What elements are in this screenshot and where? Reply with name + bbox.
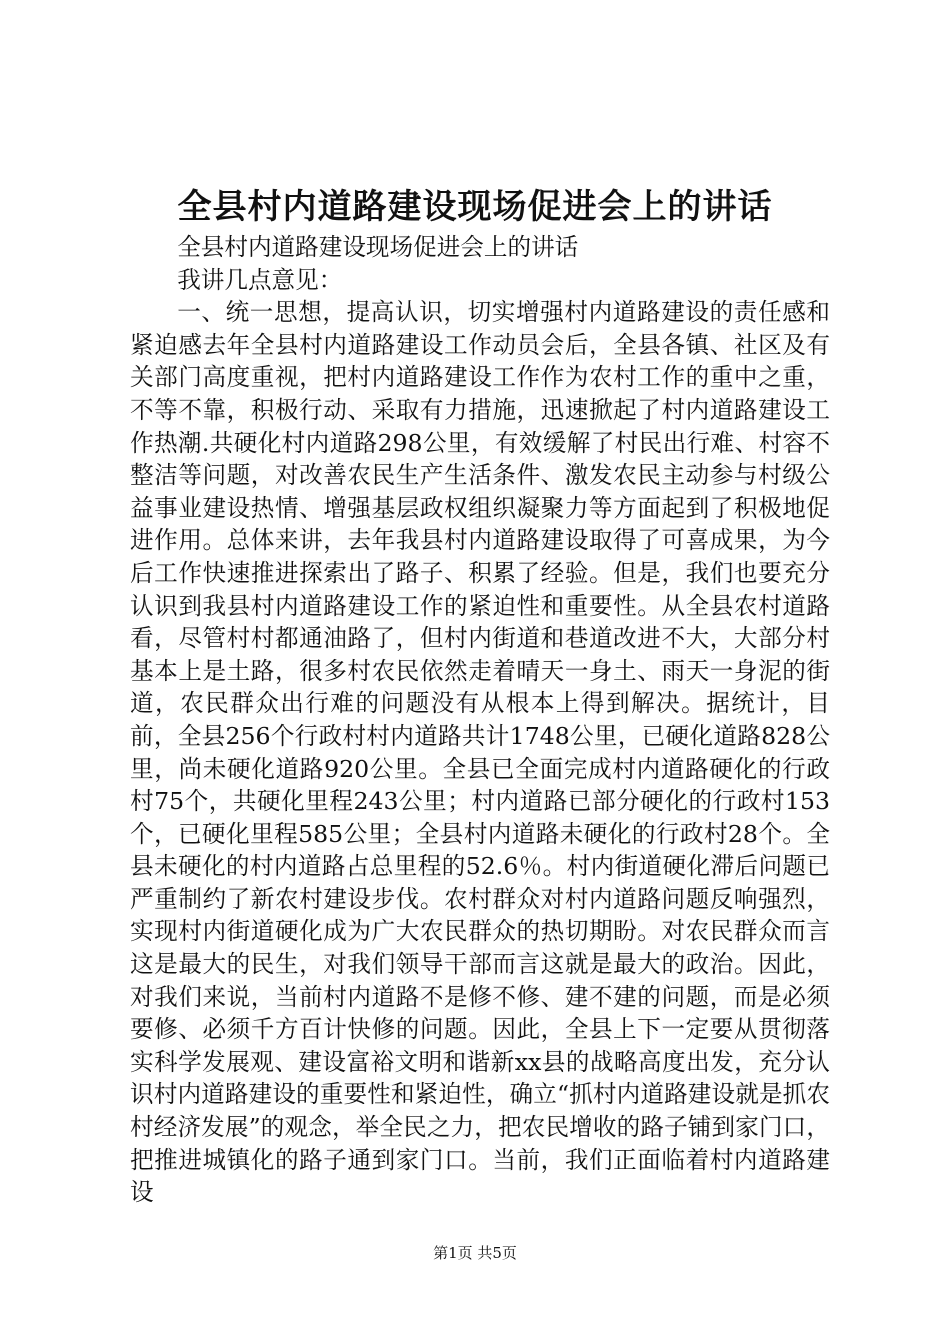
paragraph-main: 一、统一思想，提高认识，切实增强村内道路建设的责任感和紧迫感去年全县村内道路建设工作动员会后，全县各镇、社区及有关部门高度重视，把村内道路建设工作作为农村工作的重中之重，不等不靠，积极行动、采取有力措施，迅速掀起了村内道路建设工作热潮.共硬化村内道路298公里，有效缓解了村民出行难、村容不整洁等问题，对改善农民生产生活条件、激发农民主动参与村级公益事业建设热情、增强基层政权组织凝聚力等方面起到了积极地促进作用。总体来讲，去年我县村内道路建设取得了可喜成果，为今后工作快速推进探索出了路子、积累了经验。但是，我们也要充分认识到我县村内道路建设工作的紧迫性和重要性。从全县农村道路看，尽管村村都通油路了，但村内街道和巷道改进不大，大部分村基本上是土路，很多村农民依然走着晴天一身土、雨天一身泥的街道，农民群众出行难的问题没有从根本上得到解决。据统计，目前，全县256个行政村村内道路共计1748公里，已硬化道路828公里，尚未硬化道路920公里。全县已全面完成村内道路硬化的行政村75个，共硬化里程243公里；村内道路已部分硬化的行政村153个，已硬化里程585公里；全县村内道路未硬化的行政村28个。全县未硬化的村内道路占总里程的52.6％。村内街道硬化滞后问题已严重制约了新农村建设步伐。农村群众对村内道路问题反响强烈，实现村内街道硬化成为广大农民群众的热切期盼。对农民群众而言这是最大的民生，对我们领导干部而言这就是最大的政治。因此，对我们来说，当前村内道路不是修不修、建不建的问题，而是必须要修、必须千方百计快修的问题。因此，全县上下一定要从贯彻落实科学发展观、建设富裕文明和谐新xx县的战略高度出发，充分认识村内道路建设的重要性和紧迫性，确立“抓村内道路建设就是抓农村经济发展”的观念，举全民之力，把农民增收的路子铺到家门口，把推进城镇化的路子通到家门口。当前，我们正面临着村内道路建设 xyxy=(130,298,830,1207)
document-title: 全县村内道路建设现场促进会上的讲话 xyxy=(177,187,773,227)
paragraph-intro: 我讲几点意见： xyxy=(177,265,343,294)
page-footer: 第1页 共5页 xyxy=(433,1244,517,1262)
paragraph-subtitle: 全县村内道路建设现场促进会上的讲话 xyxy=(177,233,579,261)
document-body xyxy=(130,231,830,1209)
